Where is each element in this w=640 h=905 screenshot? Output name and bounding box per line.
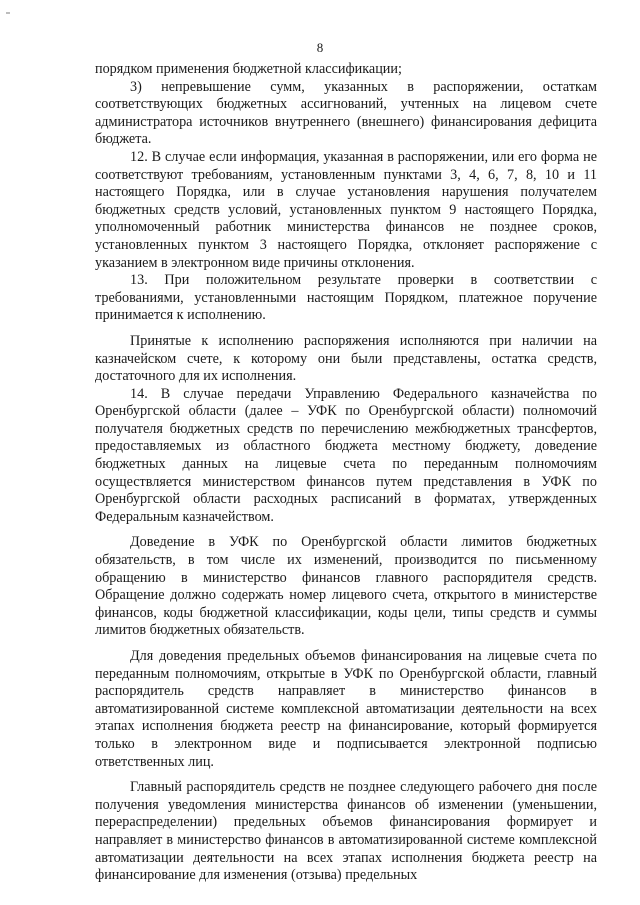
paragraph-9: Главный распорядитель средств не позднее следующего рабочего дня после получения уведомления министерства финансов об изменении (уменьшении, перераспределении) предельных объемов финансирования формирует и направляет в министерство финансов в автоматизированной системе комплексной автоматизации деятельности на всех этапах исполнения бюджета реестр на финансирование для изменения (отзыва) предельных [95, 779, 597, 884]
paragraph-2: 3) непревышение сумм, указанных в распоряжении, остаткам соответствующих бюджетных ассигнований, учтенных на лицевом счете администратора источников внутреннего (внешнего) финансирования дефицита бюджета. [95, 78, 597, 148]
document-body [95, 61, 597, 885]
paragraph-3: 12. В случае если информация, указанная в распоряжении, или его форма не соответствуют требованиям, установленным пунктами 3, 4, 6, 7, 8, 10 и 11 настоящего Порядка, или в случае установления нарушения получателем бюджетных средств условий, установленных пунктом 9 настоящего Порядка, уполномоченный работник министерства финансов не позднее сроков, установленных пунктом 3 настоящего Порядка, отклоняет распоряжение с указанием в электронном виде причины отклонения. [95, 148, 597, 271]
paragraph-5: Принятые к исполнению распоряжения исполняются при наличии на казначейском счете, к которому они были представлены, остатка средств, достаточного для их исполнения. [95, 332, 597, 385]
paragraph-1: порядком применения бюджетной классификации; [95, 61, 402, 77]
paragraph-7: Доведение в УФК по Оренбургской области лимитов бюджетных обязательств, в том числе их изменений, производится по письменному обращению в министерство финансов главного распорядителя средств. Обращение должно содержать номер лицевого счета, открытого в министерстве финансов, коды бюджетной классификации, коды цели, типы средств и суммы лимитов бюджетных обязательств. [95, 534, 597, 639]
paragraph-4: 13. При положительном результате проверки в соответствии с требованиями, установленными настоящим Порядком, платежное поручение принимается к исполнению. [95, 272, 597, 324]
scan-mark [6, 12, 10, 14]
paragraph-8: Для доведения предельных объемов финансирования на лицевые счета по переданным полномочиям, открытые в УФК по Оренбургской области, главный распорядитель средств направляет в министерство финансов в автоматизированной системе комплексной автоматизации деятельности на всех этапах исполнения бюджета реестр на финансирование, который формируется только в электронном виде и подписывается электронной подписью ответственных лиц. [95, 648, 597, 770]
paragraph-6: 14. В случае передачи Управлению Федерального казначейства по Оренбургской области (далее – УФК по Оренбургской области) полномочий получателя бюджетных средств по перечислению межбюджетных трансфертов, предоставляемых из областного бюджета местному бюджету, доведение бюджетных данных на лицевые счета по переданным полномочиям осуществляется министерством финансов путем представления в УФК по Оренбургской области расходных расписаний в форматах, утвержденных Федеральным казначейством. [95, 385, 597, 525]
page-number: 8 [316, 40, 324, 55]
